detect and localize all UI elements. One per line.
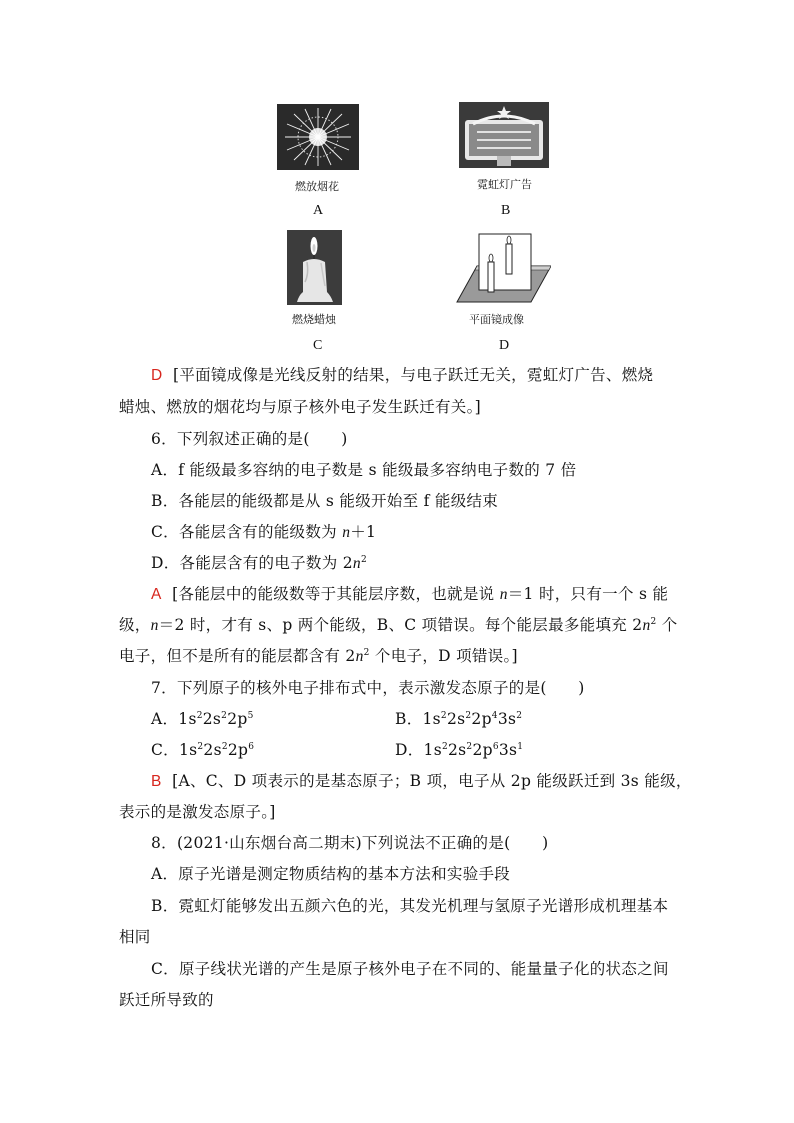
plane-mirror-image: [455, 232, 551, 306]
q7-option-b-label: B．: [395, 710, 423, 728]
q6-exp3-a: 电子，但不是所有的能层都含有 2: [119, 647, 356, 665]
q6-exp2-var2: n: [642, 617, 651, 634]
q6-option-a: A．f 能级最多容纳的电子数是 s 能级最多容纳电子数的 7 倍: [151, 461, 577, 479]
q6-answer: A: [151, 586, 162, 603]
q6-option-c-var: n: [342, 524, 351, 541]
q6-explanation-line3: [119, 644, 518, 666]
q7-option-c-label: C．: [151, 741, 179, 759]
fireworks-image: [277, 104, 359, 170]
q6-exp1-a: [各能层中的能级数等于其能层序数，也就是说: [172, 585, 500, 603]
figure-b-letter: B: [501, 203, 511, 218]
q6-exp3-var: n: [355, 648, 364, 665]
q6-option-d-sup: 2: [360, 554, 368, 565]
q6-exp2-a: 级，: [119, 616, 151, 634]
q6-exp1-var: n: [499, 586, 508, 603]
q7-option-c: C．$1s^22s^22p^6$: [151, 741, 255, 759]
q6-option-d-pre: D．各能层含有的电子数为 2: [151, 554, 353, 572]
q7-explanation-line2: 表示的是激发态原子。]: [119, 803, 276, 821]
q6-exp2-c: 个: [656, 616, 678, 634]
q6-explanation-line1: [151, 582, 668, 604]
q8-option-b-line1: B．霓虹灯能够发出五颜六色的光，其发光机理与氢原子光谱形成机理基本: [151, 897, 669, 915]
q8-option-c-line1: C．原子线状光谱的产生是原子核外电子在不同的、能量量子化的状态之间: [151, 960, 669, 978]
figure-d-plane-mirror: [455, 232, 551, 306]
q6-exp3-b: 个电子，D 项错误。]: [369, 647, 518, 665]
q7-option-d: D．$1s^22s^22p^63s^1$: [395, 741, 524, 759]
q7-option-a-label: A．: [151, 710, 179, 728]
q7-option-b: B．$1s^22s^22p^43s^2$: [395, 710, 523, 728]
q6-option-b: B．各能层的能级都是从 s 能级开始至 f 能级结束: [151, 492, 499, 510]
q5-explanation-text1: [平面镜成像是光线反射的结果，与电子跃迁无关，霓虹灯广告、燃烧: [172, 366, 654, 384]
q6-exp3-sup: 2: [363, 647, 370, 658]
q7-option-d-label: D．: [395, 741, 424, 759]
q6-explanation-line2: [119, 613, 678, 635]
q8-stem: 8．(2021·山东烟台高二期末)下列说法不正确的是( ): [151, 834, 549, 852]
q5-explanation-line2: 蜡烛、燃放的烟花均与原子核外电子发生跃迁有关。]: [119, 398, 481, 416]
figure-a-fireworks: [277, 104, 359, 170]
q7-stem: 7．下列原子的核外电子排布式中，表示激发态原子的是( ): [151, 679, 585, 697]
q6-option-c-pre: C．各能层含有的能级数为: [151, 523, 343, 541]
figure-b-caption: 霓虹灯广告: [477, 178, 532, 191]
figure-c-letter: C: [313, 338, 323, 353]
q6-option-d-var: n: [352, 555, 361, 572]
q6-stem: 6．下列叙述正确的是( ): [151, 430, 348, 448]
figure-a-caption: 燃放烟花: [295, 180, 339, 193]
q7-answer: B: [151, 773, 162, 790]
figure-c-candle: [287, 230, 342, 305]
q6-option-c: [151, 520, 376, 542]
q6-exp2-var: n: [150, 617, 159, 634]
q5-explanation-line1: [151, 363, 653, 385]
q7-explanation-line1: [151, 769, 692, 791]
q7-explanation-text1: [A、C、D 项表示的是基态原子；B 项，电子从 2p 能级跃迁到 3s 能级，: [172, 772, 692, 790]
q6-exp2-sup: 2: [650, 616, 657, 627]
q6-exp2-b: ＝2 时，才有 s、p 两个能级，B、C 项错误。每个能层最多能填充 2: [158, 616, 643, 634]
neon-sign-image: [459, 102, 549, 168]
candle-image: [287, 230, 342, 305]
q8-option-b-line2: 相同: [119, 928, 151, 946]
q6-option-d: [151, 551, 367, 573]
figure-d-caption: 平面镜成像: [469, 313, 524, 326]
q8-option-c-line2: 跃迁所导致的: [119, 991, 214, 1009]
q6-option-c-post: ＋1: [350, 523, 377, 541]
figure-d-letter: D: [499, 338, 510, 353]
q8-option-a: A．原子光谱是测定物质结构的基本方法和实验手段: [151, 865, 511, 883]
figure-b-neon-sign: [459, 102, 549, 168]
figure-a-letter: A: [313, 203, 324, 218]
q7-option-a: A．$1s^22s^22p^5$: [151, 710, 254, 728]
q5-answer: D: [151, 367, 163, 384]
figure-c-caption: 燃烧蜡烛: [292, 313, 336, 326]
q6-exp1-b: ＝1 时，只有一个 s 能: [507, 585, 669, 603]
